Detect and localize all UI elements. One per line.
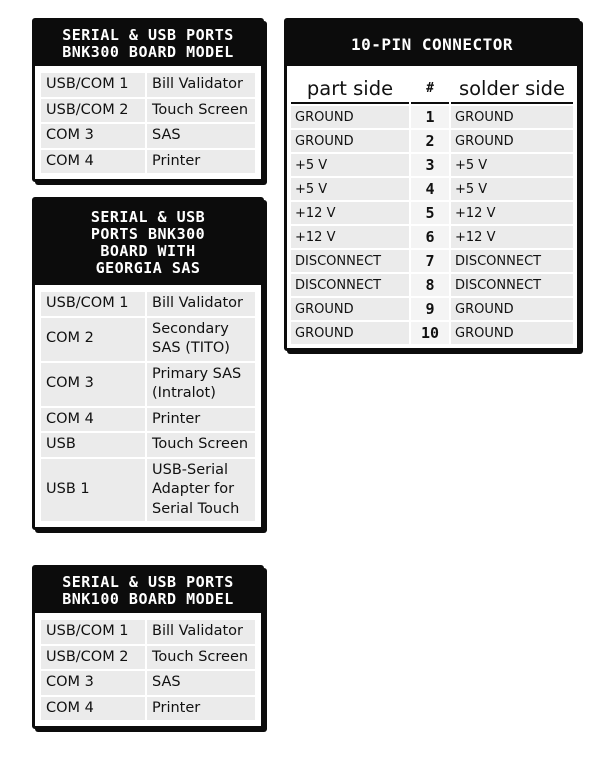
bnk100-title xyxy=(35,568,261,613)
solder-side-cell: +12 V xyxy=(451,202,573,224)
table-row xyxy=(41,363,255,406)
table-row xyxy=(41,459,255,522)
device-line: Primary SAS xyxy=(152,365,242,382)
device-cell: Touch Screen xyxy=(147,433,255,457)
solder-side-cell: GROUND xyxy=(451,106,573,128)
part-side-cell: DISCONNECT xyxy=(291,274,409,296)
device-cell: Printer xyxy=(147,150,255,174)
device-cell: Touch Screen xyxy=(147,99,255,123)
table-row xyxy=(41,433,255,457)
device-cell: Bill Validator xyxy=(147,292,255,316)
pin-number-cell: 6 xyxy=(411,226,449,248)
table-row xyxy=(291,226,573,248)
table-row xyxy=(41,408,255,432)
bnk300-ports-table xyxy=(35,66,261,179)
pin-number-cell: 9 xyxy=(411,298,449,320)
port-cell: COM 4 xyxy=(41,408,145,432)
device-cell: Printer xyxy=(147,697,255,721)
device-cell: Printer xyxy=(147,408,255,432)
device-cell: Touch Screen xyxy=(147,646,255,670)
pin-number-cell: 8 xyxy=(411,274,449,296)
bnk100-ports-card xyxy=(32,565,264,729)
georgia-title-line2: PORTS BNK300 xyxy=(90,225,206,243)
device-cell: Bill Validator xyxy=(147,73,255,97)
part-side-cell: +12 V xyxy=(291,226,409,248)
connector-header-row xyxy=(291,74,573,104)
solder-side-header: solder side xyxy=(451,74,573,104)
table-row xyxy=(41,124,255,148)
part-side-cell: GROUND xyxy=(291,322,409,344)
connector-title xyxy=(287,21,577,66)
device-cell xyxy=(147,318,255,361)
solder-side-cell: GROUND xyxy=(451,298,573,320)
bnk100-title-line2: BNK100 BOARD MODEL xyxy=(62,590,234,608)
device-line: Adapter for xyxy=(152,481,235,497)
device-cell: Bill Validator xyxy=(147,620,255,644)
solder-side-cell: +5 V xyxy=(451,154,573,176)
part-side-cell: GROUND xyxy=(291,130,409,152)
port-cell: USB xyxy=(41,433,145,457)
table-row xyxy=(291,178,573,200)
georgia-sas-ports-card xyxy=(32,197,264,530)
pin-number-cell: 10 xyxy=(411,322,449,344)
port-cell: COM 4 xyxy=(41,150,145,174)
part-side-cell: DISCONNECT xyxy=(291,250,409,272)
bnk100-ports-table xyxy=(35,613,261,726)
device-cell xyxy=(147,363,255,406)
port-cell: USB 1 xyxy=(41,459,145,522)
table-row xyxy=(291,130,573,152)
table-row xyxy=(41,697,255,721)
solder-side-cell: DISCONNECT xyxy=(451,274,573,296)
part-side-cell: GROUND xyxy=(291,106,409,128)
table-row xyxy=(291,250,573,272)
part-side-cell: +12 V xyxy=(291,202,409,224)
pin-number-cell: 2 xyxy=(411,130,449,152)
port-cell: USB/COM 1 xyxy=(41,620,145,644)
solder-side-cell: +12 V xyxy=(451,226,573,248)
part-side-header: part side xyxy=(291,74,409,104)
pin-number-header: # xyxy=(411,74,449,104)
port-cell: COM 4 xyxy=(41,697,145,721)
connector-card xyxy=(284,18,580,351)
solder-side-cell: DISCONNECT xyxy=(451,250,573,272)
georgia-title-line4: GEORGIA SAS xyxy=(95,259,201,277)
device-line: SAS (TITO) xyxy=(152,340,230,356)
georgia-title-line3: BOARD WITH xyxy=(100,242,196,260)
port-cell: USB/COM 1 xyxy=(41,292,145,316)
pin-number-cell: 1 xyxy=(411,106,449,128)
table-row xyxy=(291,274,573,296)
table-row xyxy=(291,298,573,320)
table-row xyxy=(41,318,255,361)
port-cell: COM 3 xyxy=(41,363,145,406)
bnk300-title xyxy=(35,21,261,66)
pin-number-cell: 5 xyxy=(411,202,449,224)
device-line: USB-Serial xyxy=(152,461,229,478)
device-line: Serial Touch xyxy=(152,500,240,517)
port-cell: USB/COM 2 xyxy=(41,99,145,123)
part-side-cell: GROUND xyxy=(291,298,409,320)
connector-table xyxy=(287,72,577,348)
device-cell: SAS xyxy=(147,124,255,148)
connector-title-text: 10-PIN CONNECTOR xyxy=(350,35,514,54)
table-row xyxy=(41,99,255,123)
table-row xyxy=(41,620,255,644)
device-cell xyxy=(147,459,255,522)
table-row xyxy=(41,150,255,174)
solder-side-cell: GROUND xyxy=(451,130,573,152)
device-cell: SAS xyxy=(147,671,255,695)
pin-number-cell: 7 xyxy=(411,250,449,272)
port-cell: USB/COM 2 xyxy=(41,646,145,670)
bnk100-title-line1: SERIAL & USB PORTS xyxy=(62,573,234,591)
pin-number-cell: 4 xyxy=(411,178,449,200)
georgia-title-line1: SERIAL & USB xyxy=(90,208,206,226)
table-row xyxy=(41,646,255,670)
table-row xyxy=(291,106,573,128)
device-line: (Intralot) xyxy=(152,385,216,401)
port-cell: COM 2 xyxy=(41,318,145,361)
bnk300-title-line1: SERIAL & USB PORTS xyxy=(62,26,234,44)
table-row xyxy=(41,73,255,97)
table-row xyxy=(41,292,255,316)
georgia-ports-table xyxy=(35,285,261,527)
port-cell: COM 3 xyxy=(41,124,145,148)
table-row xyxy=(291,154,573,176)
georgia-title xyxy=(35,200,261,285)
part-side-cell: +5 V xyxy=(291,154,409,176)
part-side-cell: +5 V xyxy=(291,178,409,200)
port-cell: USB/COM 1 xyxy=(41,73,145,97)
port-cell: COM 3 xyxy=(41,671,145,695)
device-line: Secondary xyxy=(152,320,229,337)
table-row xyxy=(291,202,573,224)
bnk300-title-line2: BNK300 BOARD MODEL xyxy=(62,43,234,61)
table-row xyxy=(291,322,573,344)
solder-side-cell: +5 V xyxy=(451,178,573,200)
pin-number-cell: 3 xyxy=(411,154,449,176)
table-row xyxy=(41,671,255,695)
bnk300-ports-card xyxy=(32,18,264,182)
solder-side-cell: GROUND xyxy=(451,322,573,344)
